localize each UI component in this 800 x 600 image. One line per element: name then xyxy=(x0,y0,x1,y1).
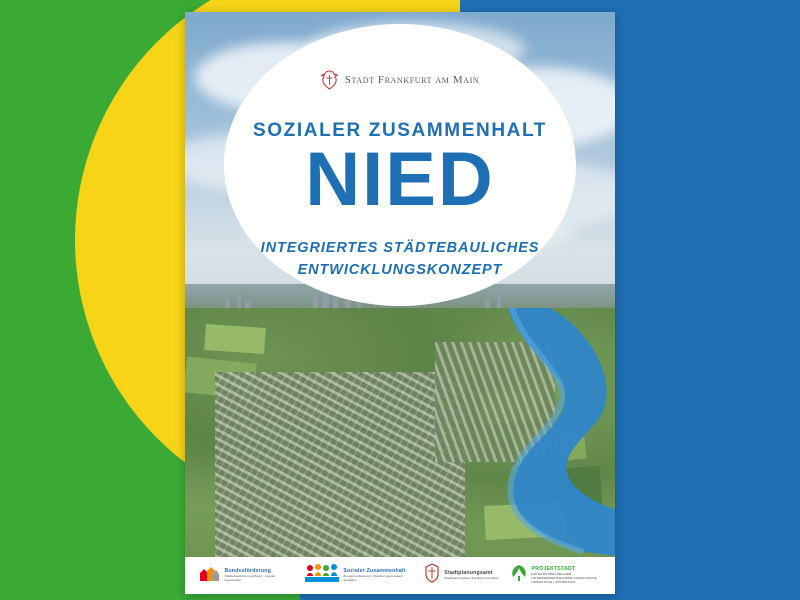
logo-sozialer-zusammenhalt-text: Sozialer Zusammenhalt Zusammenleben im Quartier gemeinsam gestalten xyxy=(343,568,406,582)
cover-subtitle-line1: INTEGRIERTES STÄDTEBAULICHES xyxy=(260,240,540,256)
publisher-name: Stadt Frankfurt am Main xyxy=(344,74,480,86)
document-cover[interactable] xyxy=(185,12,615,594)
logo-bundesfoerderung xyxy=(198,563,294,588)
cover-photo xyxy=(185,12,615,557)
cover-kicker: SOZIALER ZUSAMMENHALT xyxy=(253,120,547,141)
photo-river-main xyxy=(400,308,615,557)
publisher-crest xyxy=(185,70,615,95)
logo-sozialer-zusammenhalt xyxy=(305,563,413,588)
city-emblem-icon xyxy=(424,563,440,588)
leaf-icon xyxy=(510,563,528,588)
logo-bar xyxy=(185,557,615,594)
houses-icon xyxy=(198,563,220,588)
logo-projekt-stadt-text: PROJEKTSTADT EIN MARKTZEICHEN DER UNTERNEHMENSGRUPPE NASSAUISCHE HEIMSTÄTTE | WOHNSTADT xyxy=(531,566,597,584)
logo-bundesfoerderung-text: Bundesförderung Städtebauförderung Bund · Länder · Gemeinden xyxy=(224,568,278,582)
logo-stadtplanungsamt-text: Stadtplanungsamt Stadtplanungsamt Frankfurt am Main xyxy=(444,570,499,580)
eagle-crest-icon xyxy=(321,70,338,90)
cover-subtitle xyxy=(185,238,615,282)
people-group-icon xyxy=(305,563,339,588)
cover-subtitle-line2: ENTWICKLUNGSKONZEPT xyxy=(297,261,503,278)
logo-stadtplanungsamt xyxy=(424,563,498,588)
logo-projekt-stadt xyxy=(510,563,602,588)
page-title: NIED xyxy=(305,137,495,222)
